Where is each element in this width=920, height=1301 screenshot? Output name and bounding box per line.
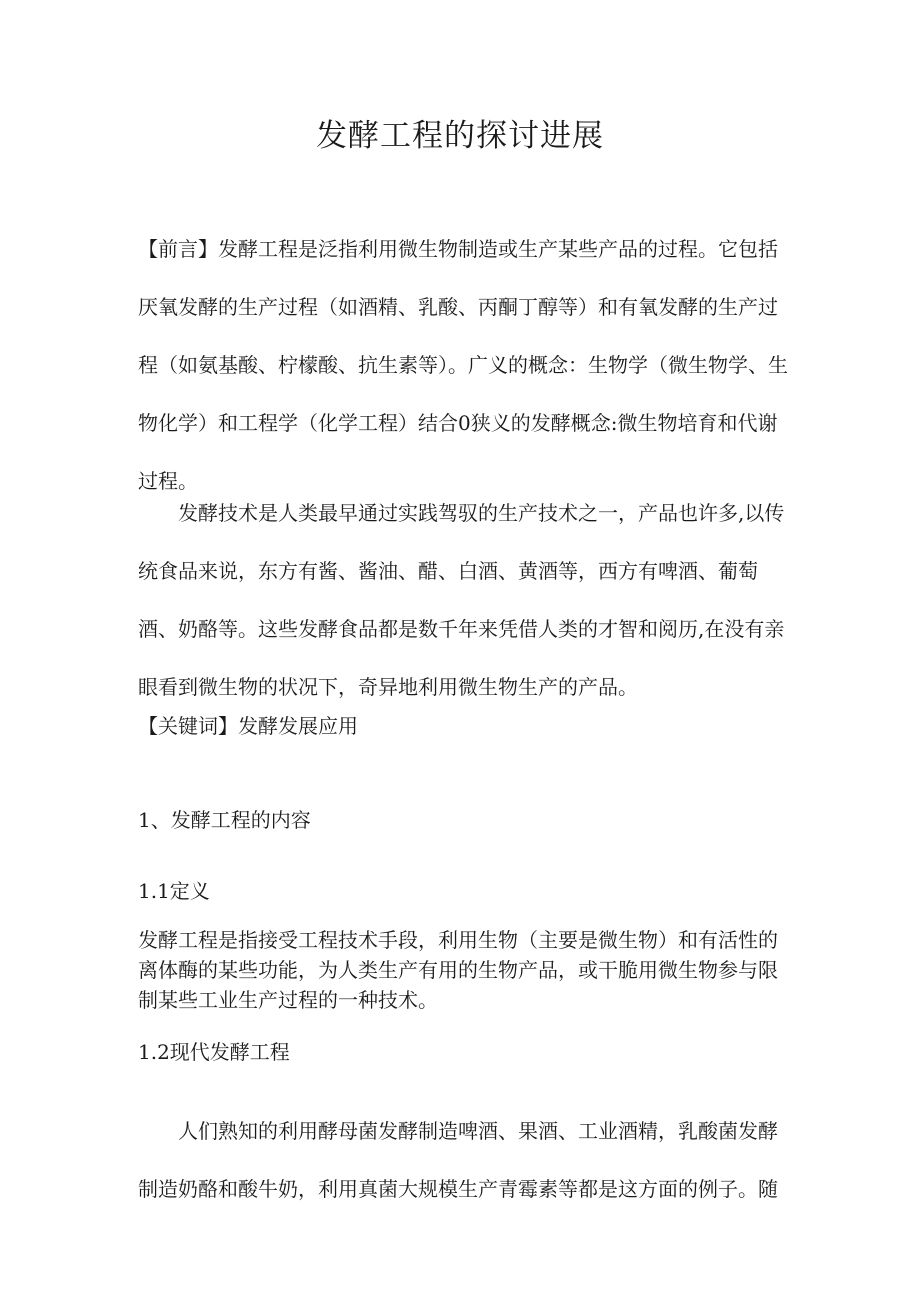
section-1-2-heading: 1.2现代发酵工程: [138, 1040, 290, 1064]
document-title: 发酵工程的探讨进展: [316, 118, 604, 154]
intro-paragraph: 发酵技术是人类最早通过实践驾驭的生产技术之一，产品也许多,以传统食品来说，东方有酱、酱油、醋、白酒、黄酒等，西方有啤酒、葡萄酒、奶酪等。这些发酵食品都是数千年来凭借人类的才智和阅历,在没有亲眼看到微生物的状况下，奇异地利用微生物生产的产品。: [138, 501, 785, 699]
section-1-heading: 1、发酵工程的内容: [138, 808, 311, 832]
section-1-1-heading: 1.1定义: [138, 879, 210, 903]
keywords-line: 【关键词】发酵发展应用: [138, 714, 358, 738]
section-1-1-body: 发酵工程是指接受工程技术手段，利用生物（主要是微生物）和有活性的离体酶的某些功能，为人类生产有用的生物产品，或干脆用微生物参与限制某些工业生产过程的一种技术。: [138, 928, 778, 1012]
section-1-2-body: 人们熟知的利用酵母菌发酵制造啤酒、果酒、工业酒精，乳酸菌发酵制造奶酪和酸牛奶，利用真菌大规模生产青霉素等都是这方面的例子。随: [138, 1119, 778, 1201]
preface-paragraph: 【前言】发酵工程是泛指利用微生物制造或生产某些产品的过程。它包括厌氧发酵的生产过程（如酒精、乳酸、丙酮丁醇等）和有氧发酵的生产过程（如氨基酸、柠檬酸、抗生素等）。广义的概念：生物学（微生物学、生物化学）和工程学（化学工程）结合0狭义的发酵概念:微生物培育和代谢过程。: [138, 237, 788, 493]
